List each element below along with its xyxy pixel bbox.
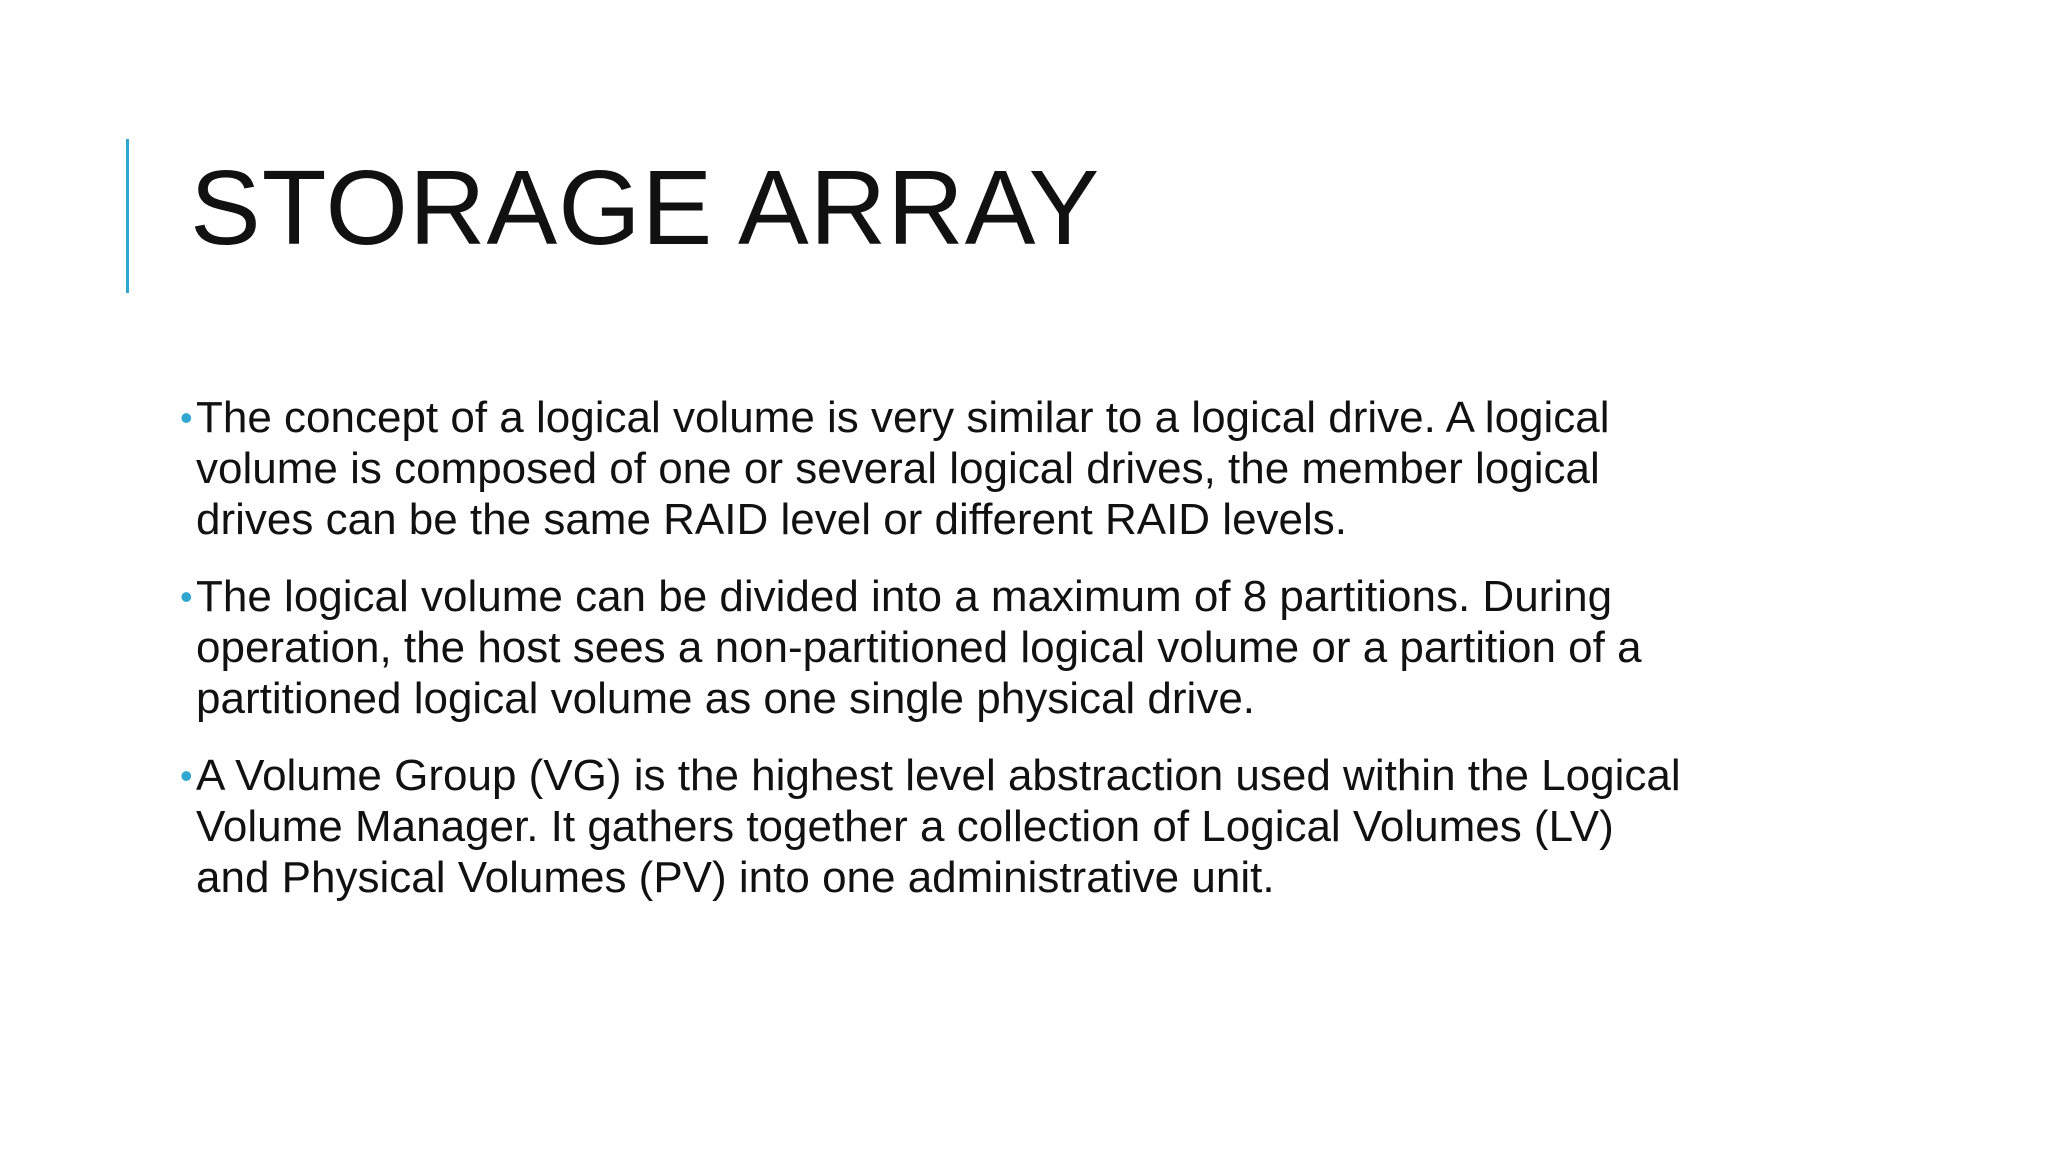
bullet-icon: • xyxy=(180,397,193,438)
bullet-line: Volume Manager. It gathers together a collection of Logical Volumes (LV) xyxy=(196,802,1614,851)
slide-title: STORAGE ARRAY xyxy=(190,149,1101,267)
bullet-line: A Volume Group (VG) is the highest level abstraction used within the Logical xyxy=(196,751,1681,800)
bullet-list xyxy=(180,392,1820,929)
bullet-line: and Physical Volumes (PV) into one administrative unit. xyxy=(196,853,1275,902)
bullet-line: The concept of a logical volume is very similar to a logical drive. A logical xyxy=(196,393,1610,442)
bullet-item-1 xyxy=(180,392,1820,545)
bullet-item-2 xyxy=(180,571,1820,724)
bullet-icon: • xyxy=(180,755,193,796)
bullet-line: operation, the host sees a non-partitioned logical volume or a partition of a xyxy=(196,623,1642,672)
bullet-line: volume is composed of one or several logical drives, the member logical xyxy=(196,444,1600,493)
bullet-line: drives can be the same RAID level or different RAID levels. xyxy=(196,495,1348,544)
title-accent-bar xyxy=(126,139,129,293)
bullet-item-3 xyxy=(180,750,1820,903)
bullet-line: partitioned logical volume as one single physical drive. xyxy=(196,674,1256,723)
bullet-line: The logical volume can be divided into a maximum of 8 partitions. During xyxy=(196,572,1613,621)
bullet-icon: • xyxy=(180,576,193,617)
